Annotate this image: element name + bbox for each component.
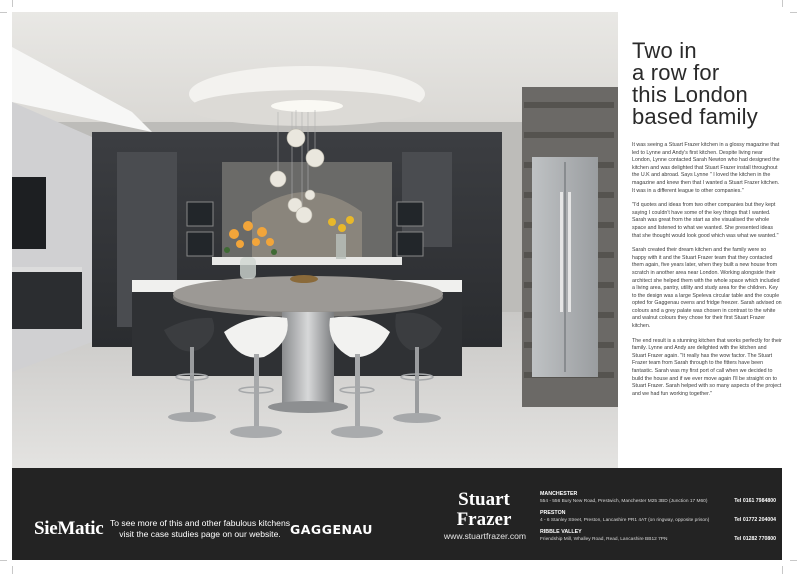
crop-mark [790, 560, 797, 561]
stuart-frazer-logo-line: Stuart [458, 489, 510, 510]
branch-tel: Tel 01282 770800 [734, 536, 776, 542]
branch-tel: Tel 0161 7984800 [734, 498, 776, 504]
cta-line: To see more of this and other fabulous kitchens [109, 518, 291, 528]
branch-item [540, 510, 776, 529]
stuart-frazer-logo-line: Frazer [456, 509, 512, 528]
kitchen-illustration [12, 12, 618, 468]
branch-name: MANCHESTER [540, 491, 578, 497]
website-link[interactable]: www.stuartfrazer.com [443, 531, 527, 541]
headline-line: Two in [632, 38, 697, 63]
branch-name: RIBBLE VALLEY [540, 529, 582, 535]
crop-mark [782, 566, 783, 574]
headline-line: based family [632, 104, 758, 129]
crop-mark [782, 0, 783, 7]
kitchen-photo [12, 12, 618, 468]
crop-mark [12, 566, 13, 574]
headline-line: this London [632, 82, 748, 107]
branch-tel: Tel 01772 204004 [734, 517, 776, 523]
crop-mark [12, 0, 13, 7]
headline [632, 40, 782, 128]
footer-band [12, 468, 782, 560]
branch-name: PRESTON [540, 510, 566, 516]
article-paragraph: It was seeing a Stuart Frazer kitchen in a glossy magazine that led to Lynne and Andy's first kitchen. Despite living near London, Lynne contacted Sarah Newton who had designed the kitchen and was delighted that Stuart Frazer install throughout the U.K and abroad. Says Lynne " I loved the kitchen in the magazine and knew then that I wanted a Stuart Frazer kitchen. It was in a different league to other companies." [632, 142, 780, 194]
branch-list [540, 491, 776, 548]
crop-mark [0, 560, 7, 561]
headline-line: a row for [632, 60, 720, 85]
branch-item [540, 529, 776, 548]
branch-address: 4 - 6 Stanley Street, Preston, Lancashire PR1 4AT (on ringway, opposite prison) [540, 518, 710, 523]
article-paragraph: The end result is a stunning kitchen that works perfectly for their family. Lynne and Andy are delighted with the kitchen and Stuart Frazer again. "It really has the wow factor. The Stuart Frazer team from Sarah through to the fitters have been fantastic. Sarah was my first port of call when we decided to build the house and if we ever move again I'll be straight on to Stuart Frazer. Sarah helped with so many aspects of the project and we had fun working together." [632, 337, 782, 397]
cta-text [108, 518, 292, 540]
stuart-frazer-logo [436, 488, 532, 528]
branch-address: 554 - 556 Bury New Road, Prestwich, Manchester M25 3BD (Junction 17 M60) [540, 499, 708, 504]
article-paragraph: Sarah created their dream kitchen and the family were so happy with it and the Stuart Frazer team that they contacted them again, five years later, when they built a new house from scratch in another area near London. Working alongside their architect she helped them with the whole space which included a living area, pantry, utility and study area for the children. Key to the design was a large Speleva circular table and the couple opted for Gaggenau ovens and fridge freezer. Sarah advised on colours and a grey palate was chosen in contrast to the white and walnut colours they chose for their first Stuart Frazer kitchen. [632, 247, 782, 330]
article-paragraph: "I'd quotes and ideas from two other companies but they kept saying I couldn't have some of the key things that I wanted. Sarah was great from the start as she visualised the whole space and listened to what we wanted. She presented ideas that she thought would look good which was what we wanted." [632, 202, 779, 239]
siematic-logo: SieMatic [34, 518, 104, 539]
branch-address: Friendship Mill, Whalley Road, Read, Lancashire BB12 7PN [540, 537, 668, 542]
crop-mark [790, 12, 797, 13]
crop-mark [0, 12, 7, 13]
gaggenau-logo: GAGGENAU [290, 522, 373, 537]
article [632, 40, 782, 405]
branch-item [540, 491, 776, 510]
cta-line: visit the case studies page on our website. [119, 529, 281, 539]
